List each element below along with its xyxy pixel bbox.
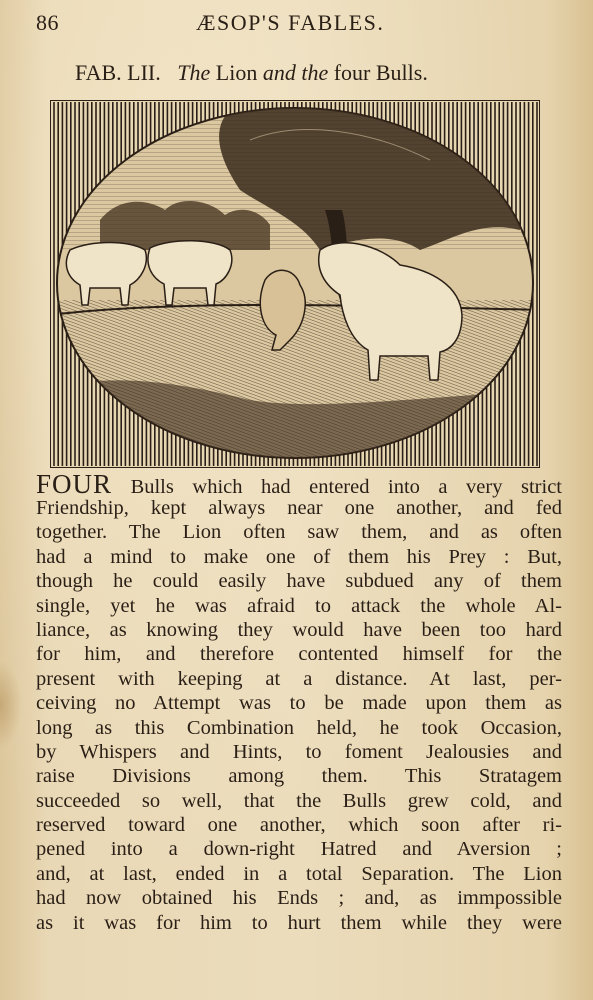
woodcut-illustration [50, 100, 540, 468]
first-line-rest: Bulls which had entered into a very strict [112, 476, 562, 498]
fable-title-and-the: and the [262, 60, 329, 85]
paper-stain [0, 660, 22, 750]
fable-number: FAB. LII. [75, 60, 161, 85]
text-line: had now obtained his Ends ; and, as immpossible [36, 887, 562, 910]
text-line: raise Divisions among them. This Stratagem [36, 765, 562, 788]
drop-cap-word: FOUR [36, 469, 113, 499]
text-line-first [36, 469, 562, 499]
page-number: 86 [36, 10, 59, 35]
fable-text [36, 470, 562, 935]
text-line: Friendship, kept always near one another, and fed [36, 497, 562, 519]
fable-title-rest: four Bulls. [333, 60, 428, 85]
fable-heading [75, 60, 428, 86]
text-line: pened into a down-right Hatred and Aversion ; [36, 838, 562, 861]
fable-title-the: The [177, 60, 211, 85]
text-line: by Whispers and Hints, to foment Jealousies and [36, 740, 562, 763]
text-line: though he could easily have subdued any of them [36, 570, 562, 593]
text-line: reserved toward one another, which soon after ri- [36, 814, 562, 837]
text-line: single, yet he was afraid to attack the whole Al- [36, 594, 562, 617]
text-line: succeeded so well, that the Bulls grew cold, and [36, 789, 562, 812]
text-line: and, at last, ended in a total Separation. The Lion [36, 862, 562, 885]
text-line: for him, and therefore contented himself for the [36, 643, 562, 666]
woodcut-image [50, 100, 540, 468]
book-title: ÆSOP'S FABLES. [196, 10, 385, 35]
text-line: long as this Combination held, he took Occasion, [36, 716, 562, 739]
text-line: present with keeping at a distance. At last, per- [36, 667, 562, 690]
text-line: as it was for him to hurt them while they were [36, 911, 562, 934]
text-line: together. The Lion often saw them, and as often [36, 521, 562, 544]
text-line: had a mind to make one of them his Prey : But, [36, 545, 562, 568]
running-head [36, 6, 563, 36]
fable-title-lion: Lion [215, 60, 258, 85]
text-line: ceiving no Attempt was to be made upon them as [36, 692, 562, 715]
text-line: liance, as knowing they would have been too hard [36, 618, 562, 641]
